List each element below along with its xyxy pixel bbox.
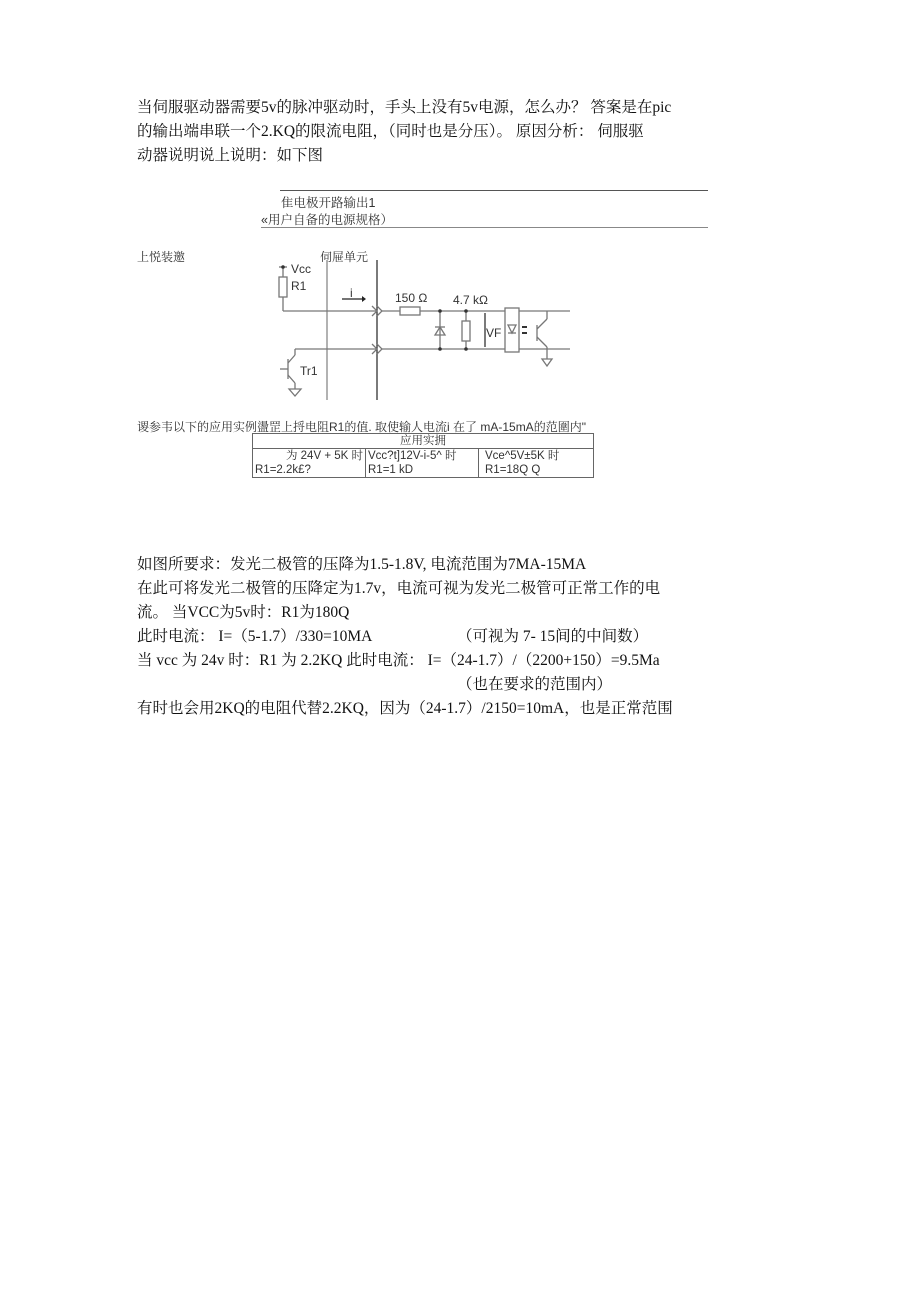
- analysis-line: 流。 当VCC为5v时：R1为180Q: [137, 604, 350, 621]
- application-table: [252, 433, 594, 478]
- figure-header-line2: «用户自备的电源规格）: [261, 213, 393, 227]
- figure-header-rule: [261, 227, 708, 228]
- current-label: i: [350, 286, 353, 300]
- intro-line: 动器说明说上说明：如下图: [137, 147, 324, 164]
- cell-value: R1=1 kD: [368, 464, 414, 476]
- figure-caption: 谡参韦以下的应用实例盪罡上捋电阻R1的值. 取使输人电流i 在了 mA-15mA的范圍内": [137, 420, 586, 434]
- table-row: [253, 449, 594, 478]
- table-cell: [366, 449, 479, 478]
- cell-condition: 为 24V + 5K 时: [285, 450, 363, 462]
- analysis-line: 如图所要求：发光二极管的压降为1.5-1.8V, 电流范围为7MA-15MA: [137, 556, 587, 573]
- circuit-diagram: [260, 255, 580, 403]
- figure-header-line1: 隹电极开路输出1: [281, 196, 376, 210]
- tr1-label: Tr1: [300, 364, 318, 378]
- device-label: 上悦装邀: [137, 250, 186, 264]
- vcc-label: Vcc: [291, 262, 312, 276]
- cell-condition: Vcc?t]12V-i-5^ 时: [368, 450, 457, 462]
- intro-line: 的输出端串联一个2.KQ的限流电阻，（同时也是分压）。 原因分析： 伺服驱: [137, 123, 644, 140]
- calc2-note: （也在要求的范围内）: [457, 676, 613, 693]
- resistor-150-label: 150 Ω: [395, 291, 428, 305]
- vf-label: VF: [486, 326, 502, 340]
- intro-paragraph: [137, 96, 717, 168]
- calc1-left: 此时电流： I=（5-1.7）/330=10MA: [137, 628, 373, 645]
- resistor-4k7-label: 4.7 kΩ: [453, 293, 488, 307]
- cell-condition: Vce^5V±5K 时: [485, 450, 560, 462]
- analysis-line: 在此可将发光二极管的压降定为1.7v，电流可视为发光二极管可正常工作的电: [137, 580, 661, 597]
- table-cell: [253, 449, 366, 478]
- calc-line-1: [137, 625, 717, 649]
- table-cell: [479, 449, 594, 478]
- figure-top-rule: [280, 190, 708, 191]
- calc-line-2: 当 vcc 为 24v 时：R1 为 2.2KQ 此时电流： I=（24-1.7）/（2200+150）=9.5Ma: [137, 652, 660, 669]
- analysis-paragraph: [137, 553, 717, 721]
- table-title: 应用实拥: [253, 434, 594, 449]
- servo-unit-label: 伺屉单元: [320, 250, 369, 264]
- cell-value: R1=2.2k£?: [255, 464, 311, 476]
- calc1-right: （可视为 7- 15间的中间数）: [457, 628, 649, 645]
- r1-label: R1: [291, 279, 307, 293]
- final-line: 有时也会用2KQ的电阻代替2.2KQ，因为（24-1.7）/2150=10mA，也是正常范围: [137, 700, 673, 717]
- cell-value: R1=18Q Q: [485, 464, 541, 476]
- intro-line: 当伺服驱动器需要5v的脉冲驱动时，手头上没有5v电源，怎么办？ 答案是在pic: [137, 99, 672, 116]
